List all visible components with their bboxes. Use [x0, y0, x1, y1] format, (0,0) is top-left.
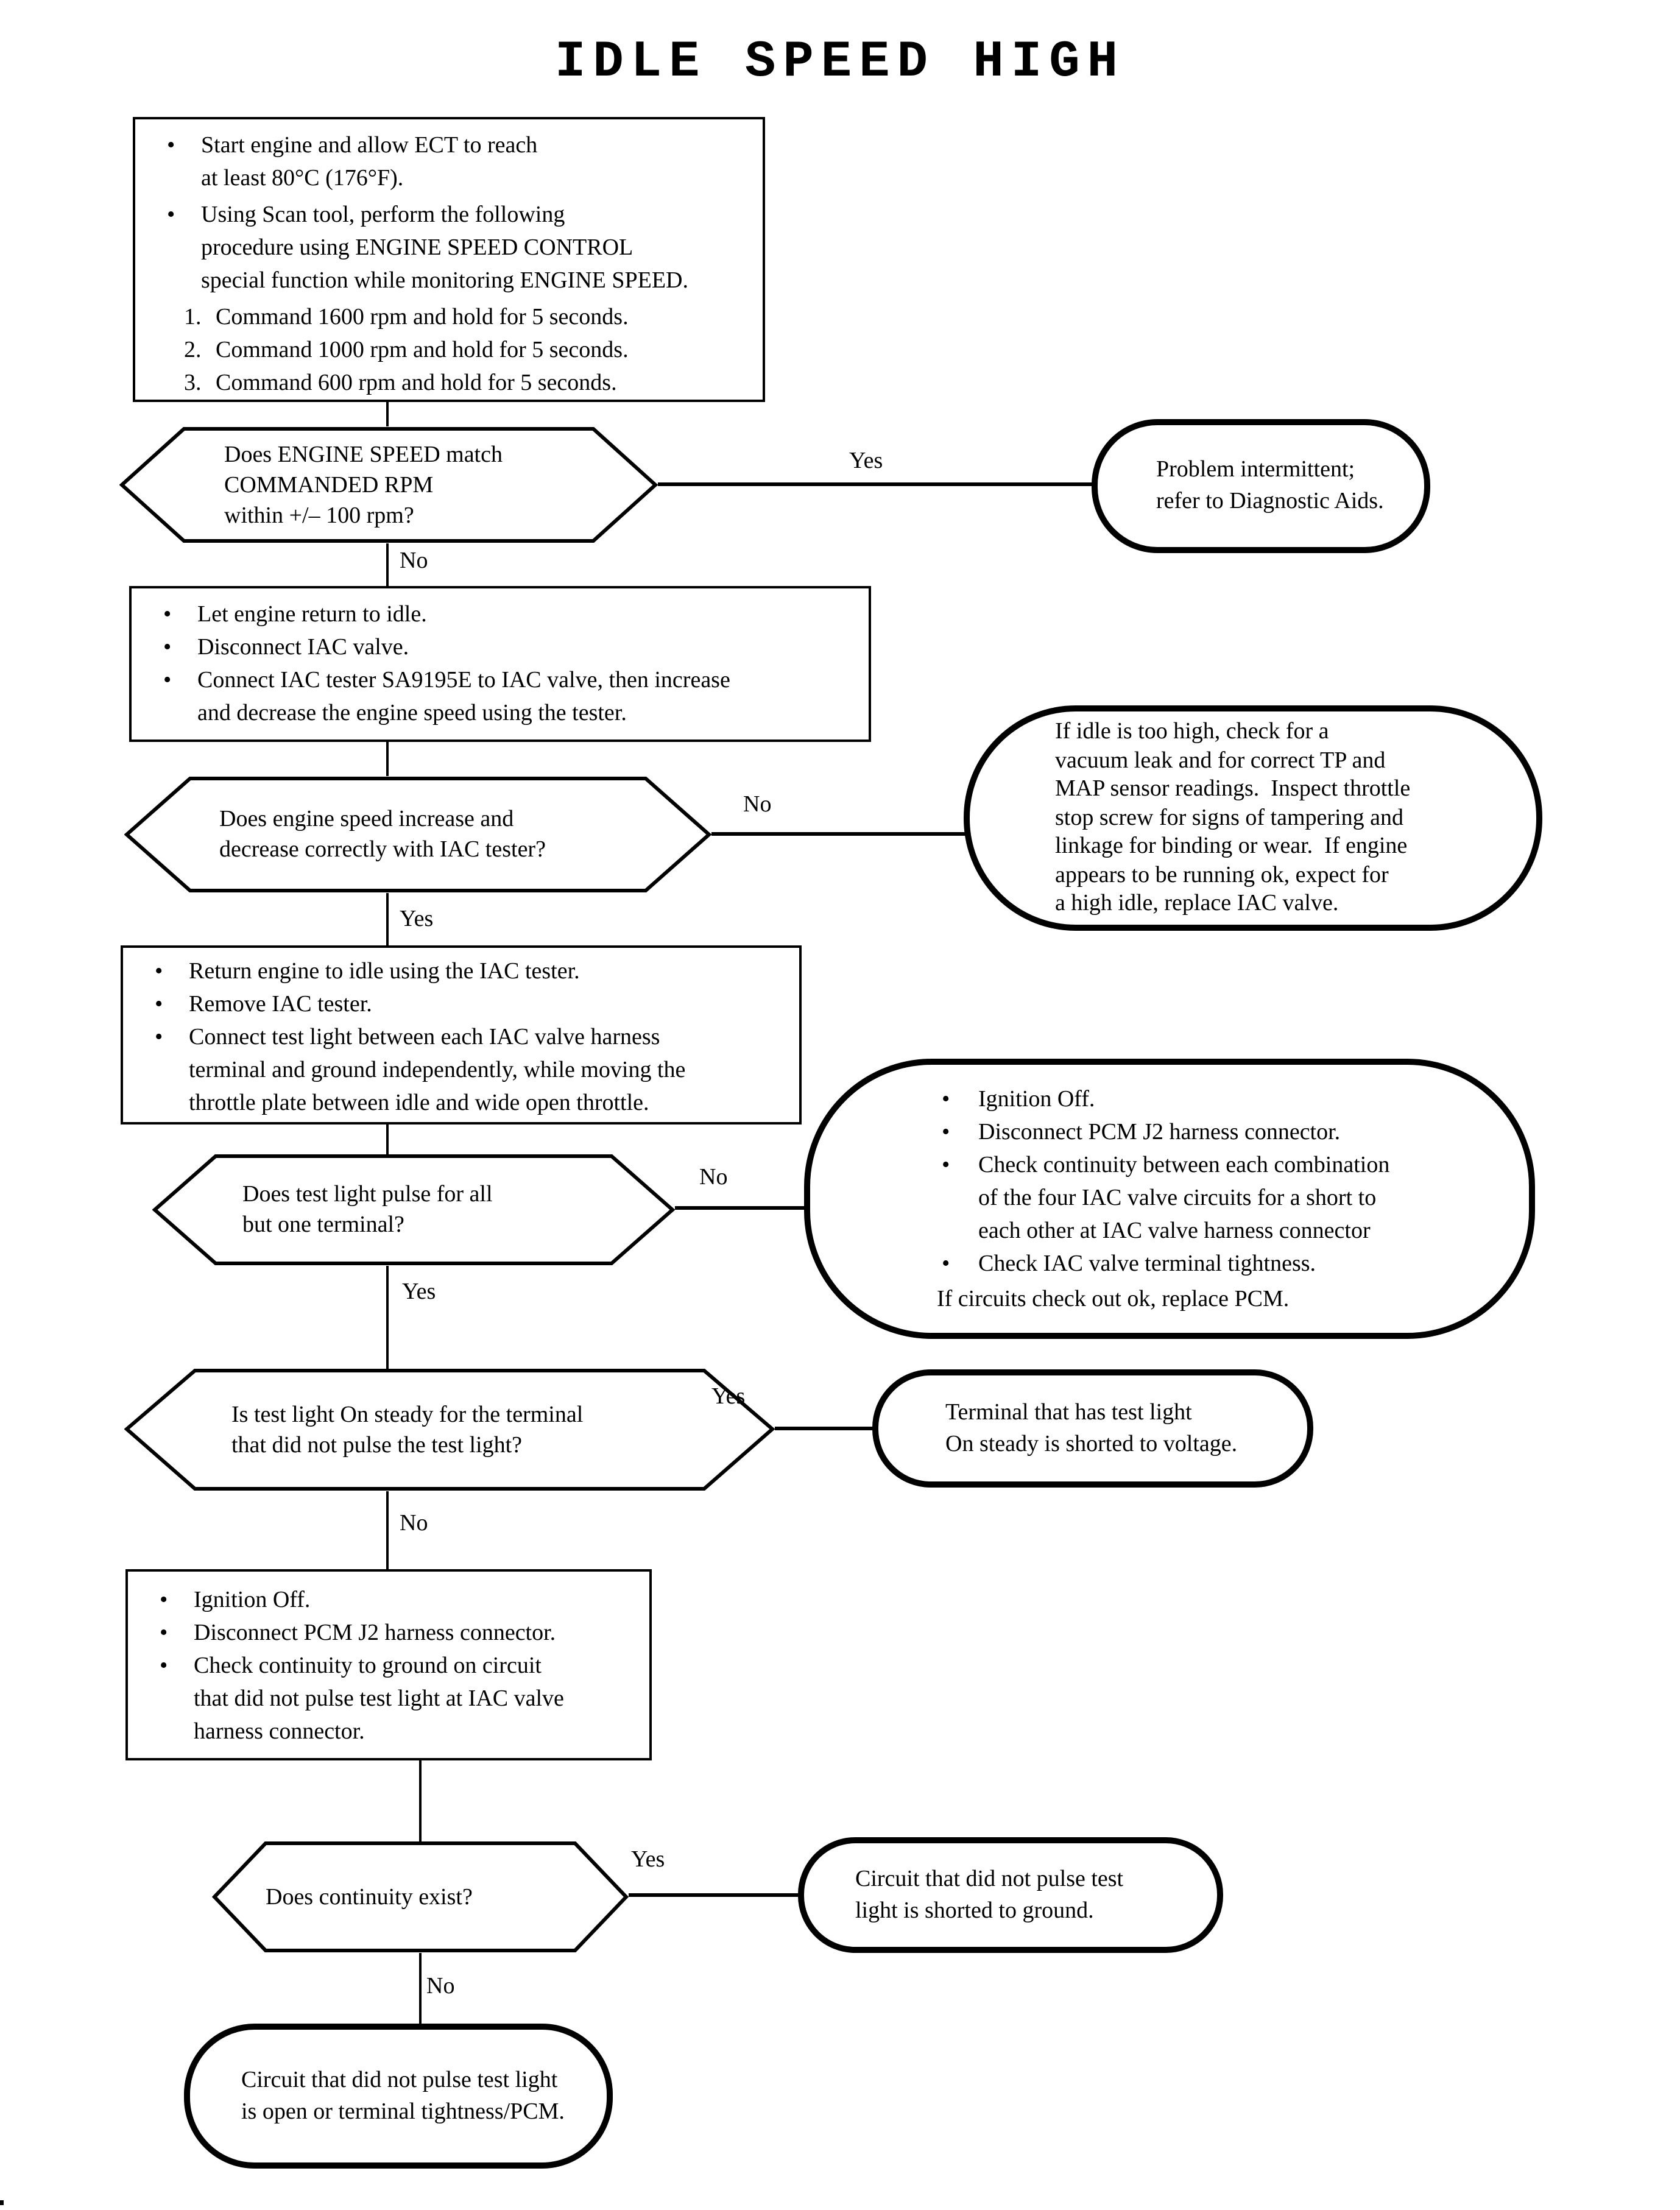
decision-text: decrease correctly with IAC tester? [219, 837, 546, 863]
bullet-icon: • [942, 1119, 950, 1145]
list-item [810, 1247, 1529, 1280]
note-text: If idle is too high, check for a [1055, 719, 1329, 745]
edge-label-no-1: No [400, 548, 428, 574]
start-box-text: Command 600 rpm and hold for 5 seconds. [216, 370, 617, 396]
note-text: stop screw for signs of tampering and [1055, 805, 1403, 831]
process-text: that did not pulse test light at IAC valve [194, 1686, 564, 1712]
terminal-text: Circuit that did not pulse test [855, 1866, 1124, 1891]
connector-decision3-no [675, 1206, 811, 1210]
list-item [128, 1650, 649, 1748]
edge-label-no-4: No [400, 1511, 428, 1536]
decision-continuity-exist [212, 1841, 629, 1953]
bullet-icon: • [155, 992, 163, 1017]
note-text: Check continuity between each combination [978, 1152, 1390, 1177]
list-item [135, 367, 763, 400]
process-text: harness connector. [194, 1719, 365, 1745]
process-text: and decrease the engine speed using the tester. [197, 701, 627, 726]
bullet-icon: • [160, 1653, 168, 1679]
edge-label-no-5: No [426, 1974, 455, 1999]
terminal-text: Problem intermittent; [1156, 457, 1355, 482]
terminal-text: Terminal that has test light [945, 1399, 1192, 1425]
note-text: vacuum leak and for correct TP and [1055, 747, 1386, 774]
process-text: Ignition Off. [194, 1587, 311, 1613]
start-box-text: at least 80°C (176°F). [201, 166, 404, 191]
start-box-text: special function while monitoring ENGINE SPEED. [201, 268, 688, 294]
process-text: Connect IAC tester SA9195E to IAC valve, then increase [197, 668, 730, 693]
note-high-idle [964, 705, 1542, 931]
process-text: Connect test light between each IAC valve harness [189, 1025, 660, 1050]
connector-box3-to-decision3 [386, 1124, 389, 1155]
connector-decision3-yes [386, 1266, 389, 1369]
connector-decision4-no [386, 1491, 389, 1570]
connector-decision1-no [386, 543, 389, 587]
bullet-icon: • [160, 1620, 168, 1646]
list-item [123, 1021, 799, 1120]
scan-artifact-dot [0, 2200, 4, 2205]
list-item [123, 955, 799, 988]
decision-text: Does ENGINE SPEED match [224, 442, 503, 467]
terminal-text: On steady is shorted to voltage. [945, 1431, 1238, 1456]
note-text: Check IAC valve terminal tightness. [978, 1251, 1316, 1276]
terminal-shorted-to-ground [798, 1837, 1223, 1953]
connector-decision2-yes [386, 893, 389, 947]
decision-text: Does test light pulse for all [242, 1182, 493, 1207]
list-item [128, 1617, 649, 1650]
edge-label-yes-1: Yes [849, 448, 883, 474]
process-text: Return engine to idle using the IAC tester. [189, 959, 580, 984]
start-box-text: Using Scan tool, perform the following [201, 202, 565, 228]
page-title: IDLE SPEED HIGH [554, 33, 1126, 91]
process-text: Remove IAC tester. [189, 992, 372, 1017]
list-item [810, 1115, 1529, 1148]
list-item [132, 631, 869, 664]
edge-label-yes-2: Yes [400, 906, 434, 932]
list-item [128, 1584, 649, 1617]
process-connect-iac-tester [129, 586, 871, 742]
note-text: Disconnect PCM J2 harness connector. [978, 1119, 1341, 1145]
list-item [132, 598, 869, 631]
note-text: of the four IAC valve circuits for a short to [978, 1185, 1377, 1210]
connector-decision5-yes [629, 1893, 803, 1897]
list-item [810, 1082, 1529, 1115]
terminal-text: light is shorted to ground. [855, 1898, 1094, 1923]
note-footer-text: If circuits check out ok, replace PCM. [937, 1286, 1290, 1312]
list-item [123, 988, 799, 1021]
bullet-icon: • [167, 133, 175, 158]
decision-text: within +/– 100 rpm? [224, 503, 414, 528]
connector-decision4-yes [775, 1427, 877, 1430]
edge-label-yes-4: Yes [711, 1384, 746, 1410]
bullet-icon: • [155, 1025, 163, 1050]
note-text: appears to be running ok, expect for [1055, 862, 1389, 888]
start-box [133, 117, 765, 402]
decision-text: Is test light On steady for the terminal [231, 1402, 584, 1427]
list-number: 2. [184, 337, 202, 363]
decision-text: Does continuity exist? [266, 1884, 473, 1910]
process-text: terminal and ground independently, while moving the [189, 1057, 686, 1083]
process-test-light [121, 945, 802, 1124]
edge-label-yes-5: Yes [631, 1847, 665, 1873]
process-text: Disconnect IAC valve. [197, 635, 409, 660]
decision-text: COMMANDED RPM [224, 472, 434, 498]
process-ground-check [125, 1569, 652, 1760]
note-text: each other at IAC valve harness connector [978, 1218, 1371, 1243]
terminal-text: refer to Diagnostic Aids. [1156, 489, 1384, 514]
note-text: linkage for binding or wear. If engine [1055, 833, 1408, 860]
bullet-icon: • [163, 635, 172, 660]
edge-label-no-2: No [743, 792, 772, 817]
edge-label-no-3: No [699, 1165, 728, 1190]
list-item [132, 664, 869, 730]
list-item [135, 301, 763, 334]
decision-engine-speed-match [119, 426, 658, 543]
connector-box4-to-decision5 [419, 1760, 422, 1842]
bullet-icon: • [163, 668, 172, 693]
connector-decision5-no [419, 1953, 422, 2025]
bullet-icon: • [160, 1587, 168, 1613]
note-continuity-check [804, 1059, 1535, 1339]
note-text: Ignition Off. [978, 1086, 1095, 1112]
process-text: Check continuity to ground on circuit [194, 1653, 542, 1679]
start-box-text: procedure using ENGINE SPEED CONTROL [201, 235, 634, 261]
bullet-icon: • [155, 959, 163, 984]
terminal-shorted-to-voltage [872, 1369, 1313, 1488]
note-text: a high idle, replace IAC valve. [1055, 891, 1339, 917]
start-box-text: Start engine and allow ECT to reach [201, 133, 538, 158]
start-box-text: Command 1600 rpm and hold for 5 seconds. [216, 305, 629, 330]
decision-test-light-pulse [152, 1154, 675, 1266]
connector-decision1-yes [658, 482, 1096, 486]
decision-text: that did not pulse the test light? [231, 1432, 523, 1458]
process-text: throttle plate between idle and wide open throttle. [189, 1090, 649, 1116]
bullet-icon: • [942, 1086, 950, 1112]
list-item [810, 1148, 1529, 1247]
connector-start-to-decision1 [386, 402, 389, 426]
list-number: 3. [184, 370, 202, 396]
list-number: 1. [184, 305, 202, 330]
note-text: MAP sensor readings. Inspect throttle [1055, 776, 1411, 802]
process-text: Let engine return to idle. [197, 602, 427, 627]
decision-text: Does engine speed increase and [219, 807, 514, 832]
decision-iac-tester-response [124, 776, 711, 893]
process-text: Disconnect PCM J2 harness connector. [194, 1620, 556, 1646]
list-item [135, 129, 763, 195]
terminal-text: Circuit that did not pulse test light [241, 2067, 558, 2092]
list-item [135, 199, 763, 297]
list-item [135, 334, 763, 367]
bullet-icon: • [167, 202, 175, 228]
decision-text: but one terminal? [242, 1212, 404, 1238]
connector-decision2-no [711, 832, 969, 836]
edge-label-yes-3: Yes [402, 1279, 436, 1305]
bullet-icon: • [163, 602, 172, 627]
terminal-problem-intermittent [1092, 419, 1430, 553]
terminal-text: is open or terminal tightness/PCM. [241, 2099, 565, 2124]
start-box-text: Command 1000 rpm and hold for 5 seconds. [216, 337, 629, 363]
decision-test-light-steady [124, 1368, 775, 1491]
connector-box2-to-decision2 [386, 742, 389, 776]
bullet-icon: • [942, 1152, 950, 1177]
bullet-icon: • [942, 1251, 950, 1276]
terminal-open-circuit [184, 2024, 613, 2169]
